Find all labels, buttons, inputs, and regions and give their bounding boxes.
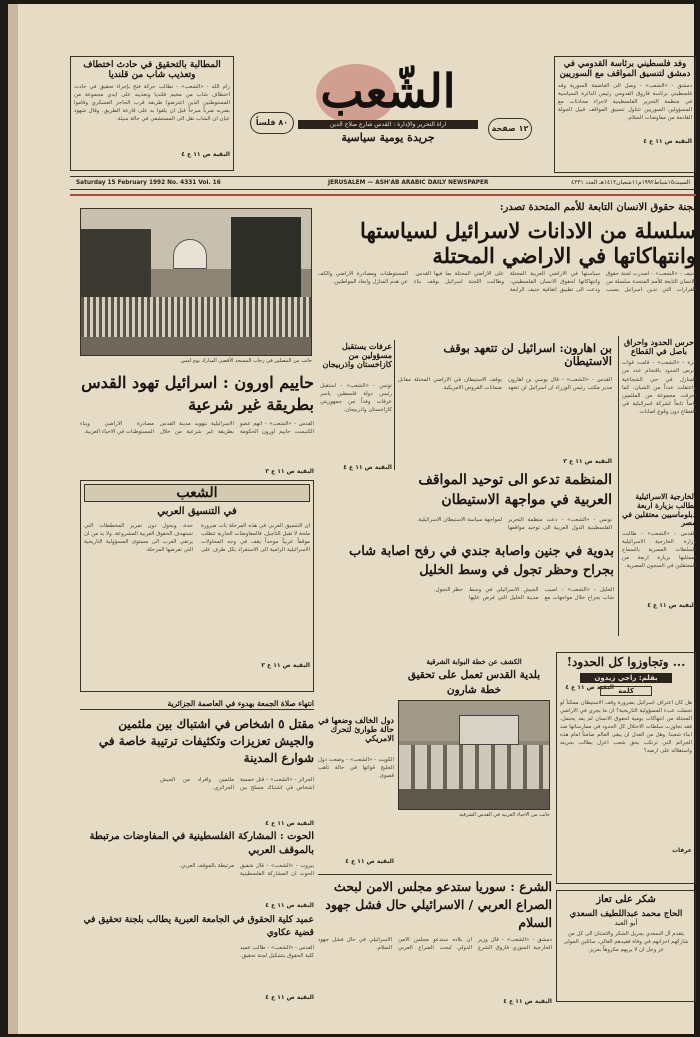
- masthead-subtagline: اراة التحرير والإدارة : القدس شارع صلاح الدين: [298, 120, 478, 129]
- gulf-text: الكويت - «الشعب» - وضعت دول الخليج قواتها في حالة تأهب قصوى.: [318, 757, 394, 780]
- teaser-right-text: دمشق - «الشعب» - وصل الى العاصمة السورية وفد فلسطيني برئاسة فاروق القدومي رئيس الدائرة السياسية في منظمة التحرير الفلسطينية لاجراء محادثات مع المسؤولين السوريين تتناول تنسيق المواقف قبيل الجولة القادمة من مفاوضات السلام.: [558, 82, 692, 121]
- plo-text: تونس - «الشعب» - دعت منظمة التحرير الفلسطينية الدول العربية الى توحيد مواقفها لمواجهة سياسة الاستيطان الاسرائيلية.: [416, 517, 612, 532]
- teaser-box-right: [554, 56, 696, 173]
- masthead-logo: الشّعب: [320, 64, 456, 118]
- column-headline: ... وتجاوزوا كل الحدود!: [566, 655, 686, 669]
- oren-text: القدس - «الشعب» - اتهم عضو الكنيست حاييم اورون الحكومة الاسرائيلية بتهويد مدينة القدس بطريقة غير شرعية من خلال مصادرة الاراضي وبناء المستوطنات في الاحياء العربية.: [80, 421, 314, 436]
- thanks-title: شكر على تعاز: [596, 894, 656, 905]
- price-right: ١٢ صفحة: [488, 118, 532, 140]
- column-text: هل كان اعتراف اسرائيل بضرورة وقف الاستيطان ممكناً لو تحملت عبء المسؤولية التاريخية؟ ان ما يجري في الاراضي المحتلة من انتهاكات يومية لحقوق الانسان لم يعد يحتمل، فقد تجاوزت سلطات الاحتلال كل الحدود في ممارساتها ضد ابناء شعبنا. وهل من العدل ان يبقى العالم صامتاً امام هذه الجرائم التي ترتكب بحق شعب اعزل يطالب بحريته واستقلاله على ارضه؟: [560, 699, 692, 755]
- teaser-left-contd: البقية ص ١١ ع ٤: [181, 150, 230, 158]
- side-col: [622, 338, 696, 638]
- arens-headline: بن اهارون: اسرائيل لن تتعهد بوقف الاستيطان: [443, 341, 612, 369]
- algiers-headline: مقتل ٥ اشخاص في اشتباك بين ملثمين والجيش تعزيزات وتكثيفات ترتيبة خاصة في شوارع المدينة: [98, 717, 314, 765]
- dean-contd: البقية ص ١١ ع ٤: [265, 994, 314, 1001]
- thanks-text: يتقدم آل السعدي بجزيل الشكر والامتنان الى كل من شاركهم احزانهم في وفاة فقيدهم الغالي، سائلين المولى عز وجل ان لا يريهم مكروهاً بعزيز.: [563, 931, 689, 954]
- photo-mid-caption: جانب من الاحياء العربية في القدس الشرقية: [459, 812, 550, 818]
- algiers-contd: البقية ص ١١ ع ٤: [265, 820, 314, 827]
- photo-mid-headline: بلدية القدس تعمل على تحقيق خطة شارون: [407, 669, 541, 696]
- masthead-tagline: جريدة يومية سياسية: [341, 131, 435, 144]
- lead-headline: سلسلة من الادانات لاسرائيل لسياستها وانتهاكاتها في الاراضي المحتلة: [360, 218, 696, 268]
- oren-contd: البقية ص ١١ ع ٣: [265, 468, 314, 475]
- photo-jerusalem-houses: [399, 745, 549, 789]
- side-col-text: غزة - «الشعب» - قامت قوات حرس الحدود باقتحام عدد من المنازل في حي الشجاعية واعتقلت عدداً من الشبان، كما احرقت مجموعة من الملثمين باصاً تابعاً لشركة اسرائيلية في القطاع دون وقوع اصابات.: [622, 360, 696, 415]
- teaser-left-headline: المطالبة بالتحقيق في حادث اختطاف وتعذيب شاب من قلنديا: [83, 60, 221, 81]
- column-box: [556, 652, 696, 884]
- teaser-right-contd: البقية ص ١١ ع ٤: [643, 137, 692, 145]
- photo-jerusalem-ground: [399, 789, 549, 810]
- bedouin-contd: البقية ص ١١ ع ٤: [565, 684, 614, 691]
- photo-aqsa-trees: [81, 229, 151, 299]
- sharon-contd: البقية ص ١١ ع ٤: [343, 464, 392, 471]
- dateline-arabic: السبت١٥شباط١٩٩٢م١١شعبان١٤١٢هـ العدد ٤٣٣١: [571, 180, 690, 186]
- photo-mid-kicker: الكشف عن خطة البوابة الشرقية: [426, 657, 522, 666]
- side-col-contd: البقية ص ١١ ع ٤: [647, 601, 696, 609]
- thanks-box: [556, 890, 696, 1002]
- oren-headline: حاييم اورون : اسرائيل تهود القدس بطريقة غير شرعية: [81, 373, 314, 414]
- arens-contd: البقية ص ١١ ع ٣: [563, 458, 612, 465]
- newspaper-page: [8, 4, 694, 1034]
- syria-text: دمشق - «الشعب» - قال وزير الخارجية السوري فاروق الشرع ان بلاده ستدعو مجلس الامن الدولي لبحث الصراع العربي الاسرائيلي في حال فشل جهود السلام.: [318, 937, 552, 952]
- photo-aqsa: [80, 208, 312, 356]
- dean-headline: عميد كلية الحقوق في الجامعة العبرية يطالب بلجنة تحقيق في قضية عكاوي: [83, 915, 314, 938]
- dean-text: القدس - «الشعب» - طالب عميد كلية الحقوق بتشكيل لجنة تحقيق.: [240, 945, 314, 960]
- algiers-kicker: انتهاء صلاة الجمعة بهدوء في العاصمة الجزائرية: [80, 700, 314, 710]
- sharon-headline: عرفات يستقبل مسؤولين من كازاخستان واذربيجان: [322, 341, 392, 370]
- thanks-sub: أبو العبد: [614, 919, 638, 928]
- side-col-rule: [618, 336, 619, 636]
- column-signature: عرفات: [671, 846, 692, 854]
- thanks-name: الحاج محمد عبداللطيف السعدي: [569, 908, 683, 919]
- sharon-rule: [394, 340, 395, 470]
- syria-rule-top: [318, 874, 552, 875]
- huth-headline: الحوت : المشاركة الفلسطينية في المفاوضات مرتبطة بالموقف العربي: [89, 831, 314, 856]
- photo-aqsa-caption: جانب من المصلين في رحاب المسجد الأقصى المبارك يوم امس: [180, 358, 312, 364]
- plo-headline: المنظمة تدعو الى توحيد المواقف العربية في مواجهة الاستيطان: [418, 472, 612, 508]
- lead-kicker: لجنة حقوق الانسان التابعة للأمم المتحدة تصدر:: [499, 202, 696, 213]
- huth-text: بيروت - «الشعب» - قال شفيق الحوت ان المشاركة الفلسطينية مرتبطة بالموقف العربي.: [179, 863, 314, 878]
- sharon-text: تونس - «الشعب» - استقبل رئيس دولة فلسطين ياسر عرفات وفداً من جمهوريتي كازاخستان واذربيجان.: [320, 383, 392, 414]
- gulf-contd: البقية ص ١١ ع ٤: [345, 858, 394, 865]
- editorial-box: [80, 480, 314, 692]
- side-col-headline: حرس الحدود واحراق باصل في القطاع: [623, 337, 695, 357]
- price-left: ٨٠ فلساً: [250, 112, 294, 134]
- side-col-headline-2: الخارجية الاسرائيلية تطالب بزيارة اربعة دبلوماسيين معتقلين في مصر: [622, 492, 696, 528]
- photo-aqsa-crowd: [81, 297, 311, 337]
- teaser-left-text: رام الله - «الشعب» - تطالب حركة فتح بإجراء تحقيق في حادث اختطاف شاب من مخيم قلنديا وتعذيبه على ايدي مجموعة من المستوطنين الذين اعترضوا طريقه قرب الحاجز العسكري وقاموا بضربه ضرباً مبرحاً قبل ان يلقوا به على قارعة الطريق. وقال شهود عيان ان الشاب نقل الى المستشفى في حالة سيئة.: [74, 83, 230, 123]
- lead-text: جنيف - «الشعب» - اصدرت لجنة حقوق الانسان التابعة للأمم المتحدة سلسلة من القرارات التي تدين اسرائيل بسبب سياستها في الاراضي العربية المحتلة وانتهاكاتها لحقوق الانسان الفلسطيني، ودعت الى تطبيق اتفاقية جنيف الرابعة على الاراضي المحتلة بما فيها القدس. وطالبت اللجنة اسرائيل بوقف بناء المستوطنات ومصادرة الاراضي والكف عن هدم المنازل وابعاد المواطنين.: [318, 271, 696, 294]
- column-byline: بقلم: راجي زيدون: [580, 673, 672, 683]
- arens-text: القدس - «الشعب» - قال يوسي بن اهارون مدير مكتب رئيس الوزراء ان اسرائيل لن تتعهد بوقف الاستيطان في الاراضي المحتلة مقابل ضمانات القروض الامريكية.: [398, 377, 612, 392]
- dateline-name: JERUSALEM — ASH'AB ARABIC DAILY NEWSPAPER: [328, 180, 489, 186]
- algiers-text: الجزائر - «الشعب» - قتل خمسة اشخاص في اشتباك مسلح بين ملثمين وافراد من الجيش الجزائري.: [160, 777, 314, 792]
- photo-aqsa-ground: [81, 337, 311, 356]
- side-col-text-2: القدس - «الشعب» - طالبت وزارة الخارجية الاسرائيلية السلطات المصرية بالسماح لممثليها بزيارة اربعة من المعتقلين في السجون المصرية.: [622, 530, 696, 570]
- column-label: كلمة: [600, 686, 652, 696]
- syria-headline: الشرع : سوريا ستدعو مجلس الامن لبحث الصراع العربي / الاسرائيلي حال فشل جهود السلام: [325, 879, 552, 930]
- syria-contd: البقية ص ١١ ع ٤: [503, 998, 552, 1005]
- bedouin-text: الخليل - «الشعب» - اصيب شاب بجراح خلال مواجهات مع الجيش الاسرائيلي في وسط مدينة الخليل التي فرض عليها حظر التجول.: [433, 587, 614, 602]
- dateline-english: Saturday 15 February 1992 No. 4331 Vol. 16: [76, 180, 221, 186]
- teaser-box-left: [70, 56, 234, 171]
- top-red-rule: [70, 194, 696, 196]
- editorial-title: في التنسيق العربي: [157, 506, 237, 518]
- masthead-logo-block: [298, 62, 478, 167]
- editorial-logo: الشعب: [84, 484, 310, 502]
- bedouin-headline: بدوية في جنين واصابة جندي في رفح اصابة شاب بجراح وحظر تجول في وسط الخليل: [348, 544, 614, 578]
- photo-aqsa-trees-right: [231, 217, 301, 299]
- gulf-headline: دول الخالف وضعها في حالة طوارئ لتحرك الامريكي: [318, 715, 394, 744]
- teaser-right-headline: وفد فلسطيني برئاسة القدومي في دمشق لتنسيق المواقف مع السوريين: [559, 59, 691, 79]
- photo-jerusalem: [398, 700, 550, 810]
- photo-jerusalem-building: [459, 715, 519, 745]
- editorial-text: ان التنسيق العربي في هذه المرحلة بات ضرورة ملحة لا تقبل التأجيل، فالمفاوضات الجارية تتطلب موقفاً عربياً موحداً يقف في وجه المحاولات الاسرائيلية الرامية الى الاستفراد بكل طرف على حدة، ويحول دون تمرير المخططات التي تستهدف الحقوق العربية المشروعة. ولا بد من ان يرتقي العرب الى مستوى المسؤولية التاريخية التي تفرضها المرحلة.: [84, 522, 310, 553]
- huth-contd: البقية ص ١١ ع ٤: [265, 902, 314, 909]
- editorial-contd: البقية ص ١١ ع ٣: [261, 661, 310, 669]
- dateline-bar: [70, 176, 696, 190]
- photo-aqsa-dome: [173, 239, 207, 269]
